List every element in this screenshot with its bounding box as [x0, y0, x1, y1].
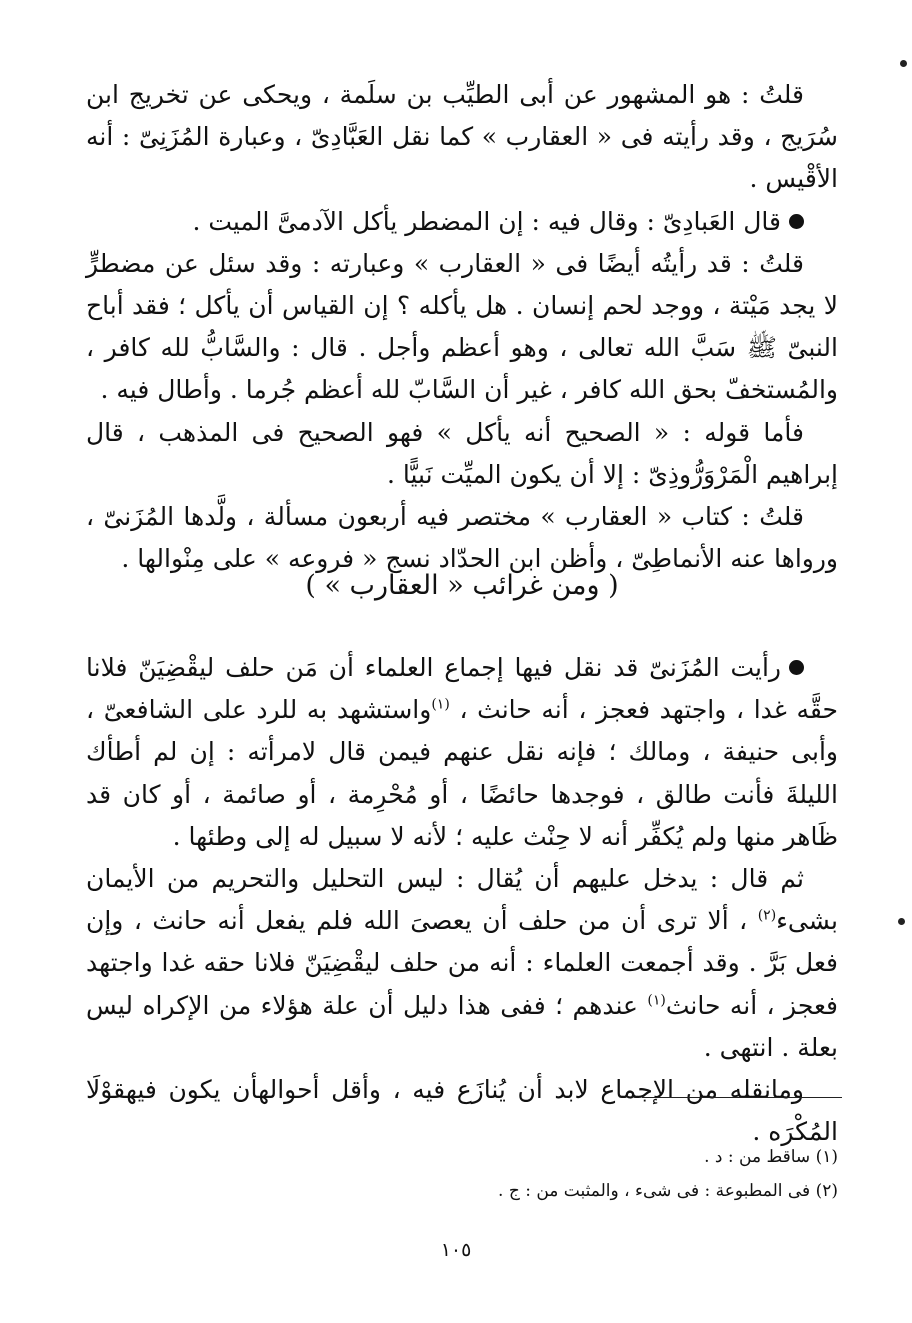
bullet-icon	[789, 660, 804, 675]
section-heading: ( ومن غرائب « العقارب » )	[305, 570, 619, 601]
footnote-divider	[642, 1097, 842, 1098]
footnote-reference: (٢)	[757, 907, 777, 924]
paragraph-text: عندهم ؛ ففى هذا دليل أن علة هؤلاء من الإكراه ليس بعلة . انتهى .	[86, 990, 838, 1062]
paragraph-text: ثم قال : يدخل عليهم أن يُقال : ليس التحليل والتحريم من الأيمان بشىء	[86, 864, 839, 936]
paragraph: فأما قوله : « الصحيح أنه يأكل » فهو الصحيح فى المذهب ، قال إبراهيم الْمَرْوَرُّوذِىّ : إلا أن يكون الميِّت نَبيًّا .	[86, 417, 838, 489]
paragraph-text: واستشهد به للرد على الشافعىّ ، وأبى حنيفة ، ومالك ؛ فإنه نقل عنهم فيمن قال لامرأته : إن لم أطأك الليلةَ فأنت طالق ، فوجدها حائضًا ، أو مُحْرِمة ، أو صائمة ، أو كان قد ظَاهر منها ولم يُكفِّر أنه لا حِنْث عليه ؛ لأنه لا سبيل له إلى وطئها .	[86, 695, 838, 851]
paragraph-text: رأيت المُزَنىّ قد نقل فيها إجماع العلماء أن مَن حلف ليقْضِيَنّ فلانا حقَّه غدا ، واجتهد فعجز ، أنه حانث ،	[86, 653, 838, 725]
footnote-reference: (١)	[647, 992, 666, 1009]
main-text-block	[86, 74, 838, 580]
paragraph-text: ، ألا ترى أن من حلف أن يعصىَ الله فلم يفعل أنه حانث ، وإن فعل بَرَّ . وقد أجمعت العلماء : أنه من حلف ليقْضِيَنّ فلانا حقه غدا واجتهد فعجز ، أنه حانث	[86, 906, 838, 1020]
paragraph: قلتُ : كتاب « العقارب » مختصر فيه أربعون مسألة ، ولَّدها المُزَنىّ ، ورواها عنه الأنماطِىّ ، وأظن ابن الحدّاد نسج « فروعه » على مِنْوالها .	[86, 502, 838, 574]
paragraph	[86, 858, 838, 1069]
footnotes	[86, 1140, 838, 1208]
scan-edge-mark-top	[900, 60, 907, 67]
paragraph: قلتُ : هو المشهور عن أبى الطيِّب بن سلَمة ، ويحكى عن تخريج ابن سُرَيج ، وقد رأيته فى « العقارب » كما نقل العَبَّادِىّ ، وعبارة المُزَنِىّ : أنه الأقْيس .	[86, 80, 838, 194]
section-text-block	[86, 647, 838, 1153]
footnote: (٢) فى المطبوعة : فى شىء ، والمثبت من : ج .	[498, 1181, 838, 1201]
scan-edge-mark-middle	[898, 918, 905, 925]
paragraph: ومانقله من الإجماع لابد أن يُنازَع فيه ، وأقل أحوالهأن يكون فيهقوْلَا المُكْرَه .	[86, 1075, 838, 1147]
paragraph: قلتُ : قد رأيتُه أيضًا فى « العقارب » وعبارته : وقد سئل عن مضطرٍّ لا يجد مَيْتة ، ووجد لحم إنسان . هل يأكله ؟ إن القياس أن يأكل ؛ فقد أباح النبىّ ﷺ سَبَّ الله تعالى ، وهو أعظم وأجل . قال : والسَّابُّ لله كافر ، والمُستخفّ بحق الله كافر ، غير أن السَّابّ لله أعظم جُرما . وأطال فيه .	[86, 248, 838, 405]
paragraph-text: قال العَبادِىّ : وقال فيه : إن المضطر يأكل الآدمىَّ الميت .	[192, 206, 781, 236]
paragraph-bulleted	[86, 201, 838, 243]
paragraph-bulleted	[86, 647, 838, 858]
bullet-icon	[789, 214, 804, 229]
footnote: (١) ساقط من : د .	[704, 1147, 838, 1167]
page-number: ١٠٥	[440, 1239, 472, 1261]
footnote-reference: (١)	[431, 696, 450, 713]
